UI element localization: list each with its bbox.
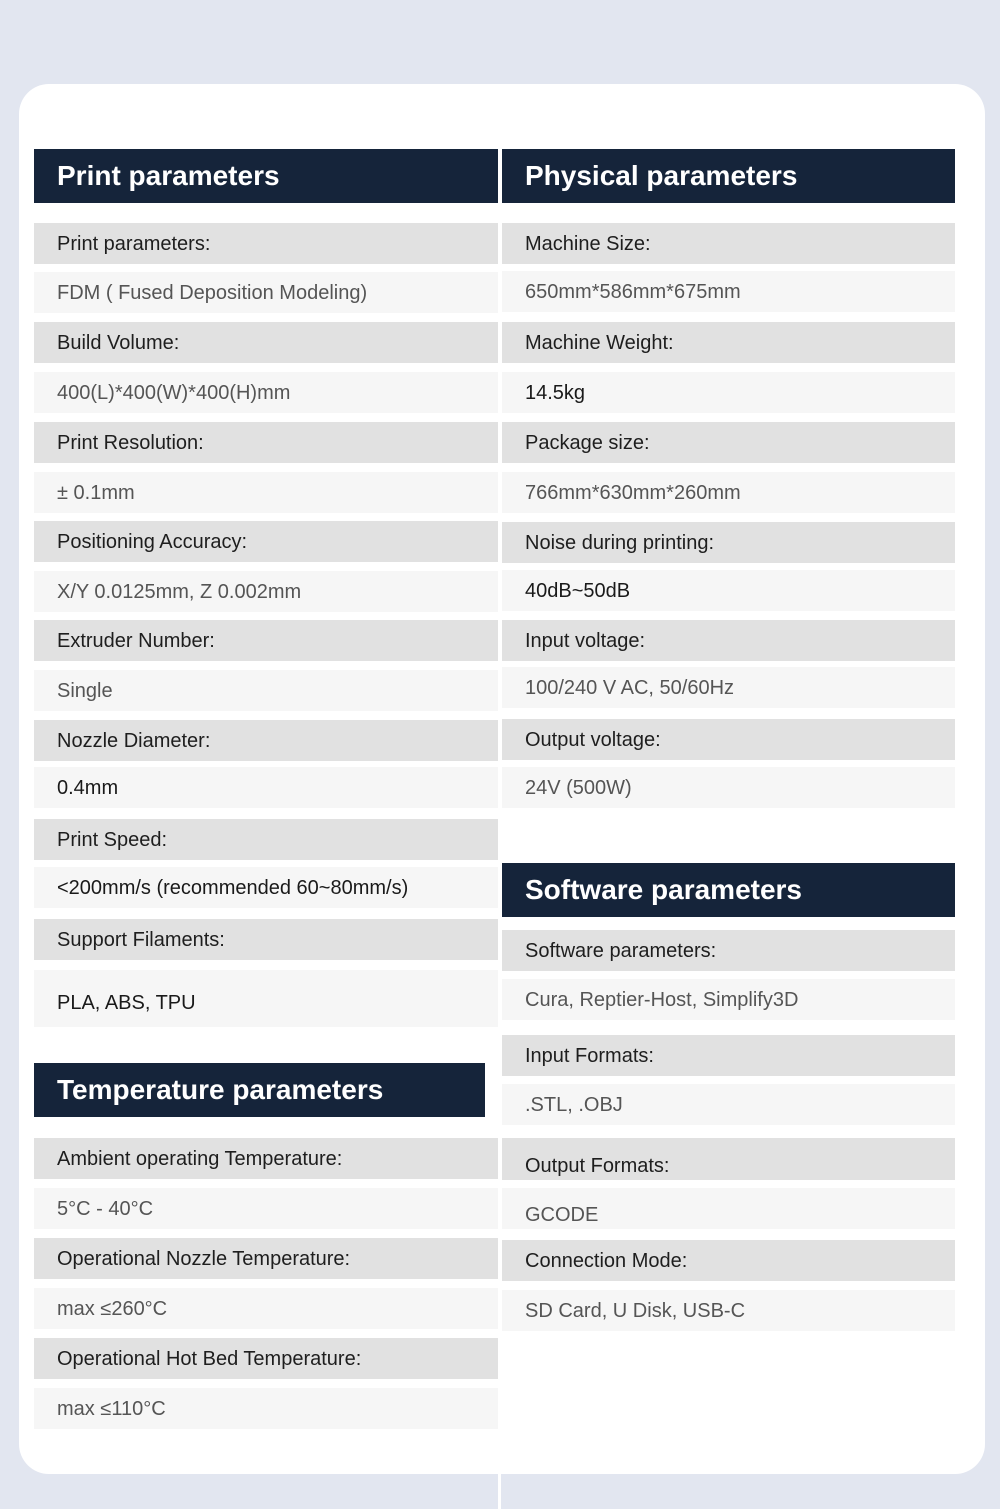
- support-filaments-value: PLA, ABS, TPU: [34, 970, 498, 1027]
- machine-weight-value: 14.5kg: [502, 372, 955, 413]
- output-formats-value: GCODE: [502, 1188, 955, 1229]
- machine-size-value: 650mm*586mm*675mm: [502, 271, 955, 312]
- print-resolution-label: Print Resolution:: [34, 422, 498, 463]
- input-formats-label: Input Formats:: [502, 1035, 955, 1076]
- noise-value: 40dB~50dB: [502, 570, 955, 611]
- print-parameters-value: FDM ( Fused Deposition Modeling): [34, 272, 498, 313]
- nozzle-diameter-value: 0.4mm: [34, 767, 498, 808]
- ambient-temperature-label: Ambient operating Temperature:: [34, 1138, 498, 1179]
- build-volume-value: 400(L)*400(W)*400(H)mm: [34, 372, 498, 413]
- output-formats-label: Output Formats:: [502, 1138, 955, 1180]
- temperature-parameters-header: Temperature parameters: [34, 1063, 485, 1117]
- noise-label: Noise during printing:: [502, 522, 955, 563]
- input-voltage-value: 100/240 V AC, 50/60Hz: [502, 667, 955, 708]
- print-parameters-label: Print parameters:: [34, 223, 498, 264]
- print-resolution-value: ± 0.1mm: [34, 472, 498, 513]
- software-parameters-header: Software parameters: [502, 863, 955, 917]
- nozzle-temperature-label: Operational Nozzle Temperature:: [34, 1238, 498, 1279]
- extruder-number-value: Single: [34, 670, 498, 711]
- package-size-value: 766mm*630mm*260mm: [502, 472, 955, 513]
- ambient-temperature-value: 5°C - 40°C: [34, 1188, 498, 1229]
- connection-mode-label: Connection Mode:: [502, 1240, 955, 1281]
- build-volume-label: Build Volume:: [34, 322, 498, 363]
- nozzle-diameter-label: Nozzle Diameter:: [34, 720, 498, 761]
- input-voltage-label: Input voltage:: [502, 620, 955, 661]
- support-filaments-label: Support Filaments:: [34, 919, 498, 960]
- hot-bed-temperature-value: max ≤110°C: [34, 1388, 498, 1429]
- output-voltage-label: Output voltage:: [502, 719, 955, 760]
- software-parameters-value: Cura, Reptier-Host, Simplify3D: [502, 979, 955, 1020]
- print-speed-label: Print Speed:: [34, 819, 498, 860]
- package-size-label: Package size:: [502, 422, 955, 463]
- nozzle-temperature-value: max ≤260°C: [34, 1288, 498, 1329]
- connection-mode-value: SD Card, U Disk, USB-C: [502, 1290, 955, 1331]
- output-voltage-value: 24V (500W): [502, 767, 955, 808]
- positioning-accuracy-value: X/Y 0.0125mm, Z 0.002mm: [34, 571, 498, 612]
- extruder-number-label: Extruder Number:: [34, 620, 498, 661]
- input-formats-value: .STL, .OBJ: [502, 1084, 955, 1125]
- physical-parameters-header: Physical parameters: [502, 149, 955, 203]
- software-parameters-label: Software parameters:: [502, 930, 955, 971]
- hot-bed-temperature-label: Operational Hot Bed Temperature:: [34, 1338, 498, 1379]
- machine-weight-label: Machine Weight:: [502, 322, 955, 363]
- column-divider: [498, 1474, 501, 1509]
- machine-size-label: Machine Size:: [502, 223, 955, 264]
- print-parameters-header: Print parameters: [34, 149, 498, 203]
- print-speed-value: <200mm/s (recommended 60~80mm/s): [34, 867, 498, 908]
- positioning-accuracy-label: Positioning Accuracy:: [34, 521, 498, 562]
